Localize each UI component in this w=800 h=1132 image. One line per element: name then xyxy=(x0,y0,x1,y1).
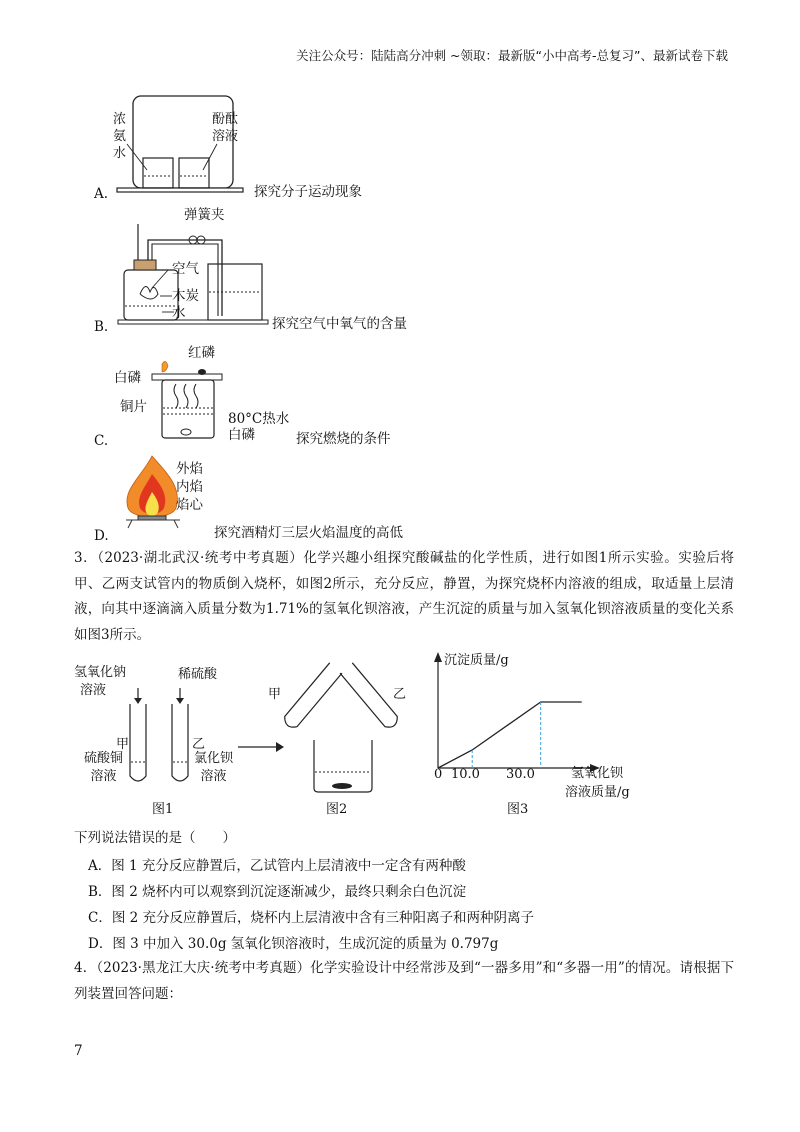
option-d-desc: 探究酒精灯三层火焰温度的高低 xyxy=(214,525,403,541)
label-air: 空气 xyxy=(172,261,199,277)
precipitate-mass-line xyxy=(438,702,582,768)
label-copper-sulfate: 硫酸铜 溶液 xyxy=(84,751,124,784)
option-a-desc: 探究分子运动现象 xyxy=(254,184,362,200)
option-b-letter: B. xyxy=(94,319,109,335)
label-jia-fig2: 甲 xyxy=(268,687,282,702)
option-d-letter: D. xyxy=(94,528,109,544)
option-b-desc: 探究空气中氧气的含量 xyxy=(272,316,407,332)
label-red-phosphorus: 红磷 xyxy=(188,345,215,361)
label-conc-ammonia: 浓 氨 水 xyxy=(113,112,127,161)
label-dilute-sulfuric: 稀硫酸 xyxy=(178,667,218,682)
question-3-stem: 3．（2023·湖北武汉·统考中考真题）化学兴趣小组探究酸碱盐的化学性质，进行如图1所示实验。实验后将甲、乙两支试管内的物质倒入烧杯，如图2所示，充分反应，静置，为探究烧杯内溶液的组成，取适量上层清液，向其中逐滴滴入质量分数为1.71%的氢氧化钡溶液，产生沉淀的质量与加入氢氧化钡溶液质量的变化关系如图3所示。 xyxy=(74,550,734,643)
option-c-letter: C. xyxy=(94,433,109,449)
figure-1-caption: 图1 xyxy=(152,802,174,817)
option-c-desc: 探究燃烧的条件 xyxy=(296,431,391,447)
label-yi-fig2: 乙 xyxy=(393,687,407,702)
label-hot-water: 80°C热水 xyxy=(228,411,290,427)
label-jia-fig1: 甲 xyxy=(116,737,130,752)
chart-tick-30: 30.0 xyxy=(506,767,535,782)
label-naoh: 氢氧化钠 溶液 xyxy=(74,665,127,698)
question-3-option-d[interactable]: D．图 3 中加入 30.0g 氢氧化钡溶液时，生成沉淀的质量为 0.797g xyxy=(88,936,499,952)
label-spring-clip: 弹簧夹 xyxy=(184,207,225,223)
label-outer-flame: 外焰 xyxy=(176,461,203,477)
page-number: 7 xyxy=(74,1043,83,1059)
label-barium-chloride: 氯化钡 溶液 xyxy=(194,751,234,784)
label-flame-core: 焰心 xyxy=(176,497,203,513)
figure-2-beaker xyxy=(276,660,406,800)
chart-tick-0: 0 xyxy=(434,767,443,782)
label-phenolphthalein: 酚酞 溶液 xyxy=(212,112,239,144)
question-3-option-c[interactable]: C．图 2 充分反应静置后，烧杯内上层清液中含有三种阳离子和两种阴离子 xyxy=(88,910,535,926)
label-white-phosphorus-bottom: 白磷 xyxy=(228,427,255,443)
question-3-option-a[interactable]: A．图 1 充分反应静置后，乙试管内上层清液中一定含有两种酸 xyxy=(88,858,466,874)
figure-c-combustion xyxy=(150,360,230,444)
figure-2-caption: 图2 xyxy=(326,802,348,817)
label-inner-flame: 内焰 xyxy=(176,479,203,495)
chart-tick-10: 10.0 xyxy=(451,767,480,782)
label-white-phosphorus-top: 白磷 xyxy=(114,370,141,386)
chart-x-label: 氢氧化钡 溶液质量/g xyxy=(565,766,630,800)
question-3-option-b[interactable]: B．图 2 烧杯内可以观察到沉淀逐渐减少，最终只剩余白色沉淀 xyxy=(88,884,467,900)
label-charcoal: 木炭 xyxy=(172,288,199,304)
chart-y-label: 沉淀质量/g xyxy=(444,653,509,668)
label-copper-sheet: 铜片 xyxy=(120,399,147,415)
label-water-b: 水 xyxy=(172,305,186,321)
option-a-letter: A. xyxy=(94,186,109,202)
question-3-prompt: 下列说法错误的是（ ） xyxy=(74,830,236,846)
figure-3-caption: 图3 xyxy=(507,802,529,817)
label-yi-fig1: 乙 xyxy=(192,737,206,752)
question-4-stem: 4．（2023·黑龙江大庆·统考中考真题）化学实验设计中经常涉及到“一器多用”和“多器一用”的情况。请根据下列装置回答问题： xyxy=(74,960,734,1002)
page-header: 关注公众号：陆陆高分冲刺 ~领取：最新版“小中高考-总复习”、最新试卷下载 xyxy=(296,48,728,63)
y-axis-arrow xyxy=(434,652,442,662)
